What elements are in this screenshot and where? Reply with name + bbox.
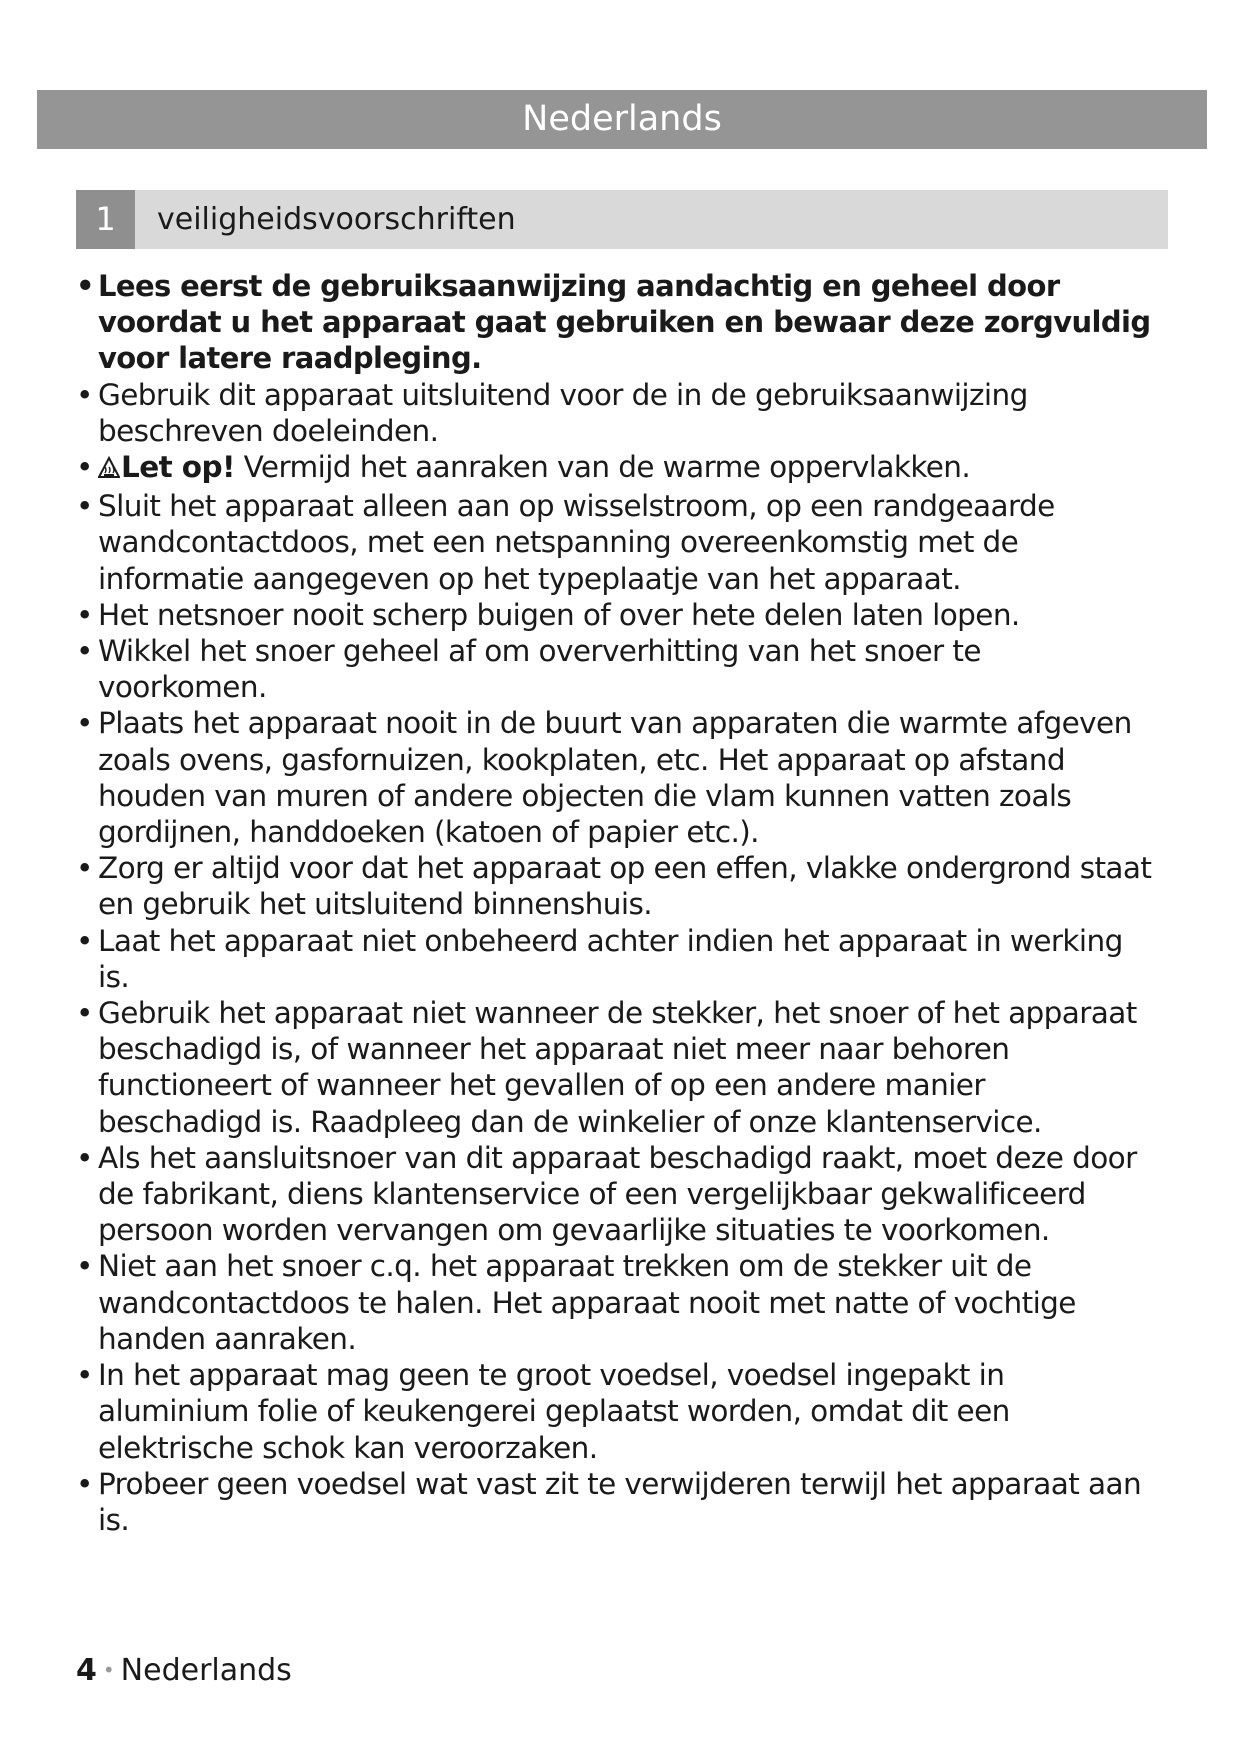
list-item-text: Gebruik het apparaat niet wanneer de stekker, het snoer of het apparaat beschadigd is, of wanneer het apparaat niet meer naar behoren functioneert of wanneer het gevallen of op een andere manier beschadigd is. Raadpleeg dan de winkelier of onze klantenservice. <box>98 996 1137 1139</box>
page-footer <box>76 1652 292 1689</box>
list-item <box>76 1140 1156 1249</box>
list-item <box>76 1466 1156 1538</box>
list-item <box>76 268 1156 377</box>
list-item-text: Sluit het apparaat alleen aan op wisselstroom, op een randgeaarde wandcontactdoos, met een netspanning overeenkomstig met de informatie aangegeven op het typeplaatje van het apparaat. <box>98 489 1055 596</box>
list-item-text: Laat het apparaat niet onbeheerd achter indien het apparaat in werking is. <box>98 923 1123 994</box>
list-item-text: Probeer geen voedsel wat vast zit te verwijderen terwijl het apparaat aan is. <box>98 1466 1142 1537</box>
list-item-text: Het netsnoer nooit scherp buigen of over hete delen laten lopen. <box>98 597 1020 632</box>
warning-label: Let op! <box>121 450 235 485</box>
list-item-text: Lees eerst de gebruiksaanwijzing aandachtig en geheel door voordat u het apparaat gaat gebruiken en bewaar deze zorgvuldig voor latere raadpleging. <box>98 269 1151 376</box>
language-header <box>37 90 1207 149</box>
section-heading-bar <box>76 190 1168 249</box>
list-item <box>76 449 1156 488</box>
bullet-icon: • <box>76 1249 93 1284</box>
bullet-icon: • <box>76 634 93 669</box>
list-item <box>76 1248 1156 1357</box>
bullet-icon: • <box>76 377 93 412</box>
list-item <box>76 597 1156 633</box>
list-item <box>76 850 1156 922</box>
bullet-icon: • <box>76 1358 93 1393</box>
list-item <box>76 995 1156 1140</box>
list-item-text: Gebruik dit apparaat uitsluitend voor de in de gebruiksaanwijzing beschreven doeleinden. <box>98 377 1028 448</box>
safety-instructions-list <box>76 268 1156 1538</box>
bullet-icon: • <box>76 450 93 485</box>
list-item-text: Wikkel het snoer geheel af om oververhitting van het snoer te voorkomen. <box>98 634 981 705</box>
bullet-icon: • <box>76 1466 93 1501</box>
list-item <box>76 377 1156 449</box>
list-item <box>76 705 1156 850</box>
section-title: veiligheidsvoorschriften <box>157 202 516 237</box>
list-item <box>76 488 1156 597</box>
bullet-icon: • <box>76 996 93 1031</box>
bullet-icon: • <box>76 706 93 741</box>
hot-surface-warning-icon <box>98 452 120 488</box>
language-header-label: Nederlands <box>522 99 722 139</box>
list-item-text: In het apparaat mag geen te groot voedsel, voedsel ingepakt in aluminium folie of keukengerei geplaatst worden, omdat dit een elektrische schok kan veroorzaken. <box>98 1358 1010 1465</box>
list-item <box>76 923 1156 995</box>
page-number: 4 <box>76 1653 97 1688</box>
list-item-text: Zorg er altijd voor dat het apparaat op een effen, vlakke ondergrond staat en gebruik het uitsluitend binnenshuis. <box>98 851 1152 922</box>
bullet-icon: • <box>76 489 93 524</box>
list-item-text: Niet aan het snoer c.q. het apparaat trekken om de stekker uit de wandcontactdoos te halen. Het apparaat nooit met natte of vochtige handen aanraken. <box>98 1249 1076 1356</box>
section-number: 1 <box>76 190 135 249</box>
bullet-icon: • <box>76 597 93 632</box>
footer-language: Nederlands <box>120 1653 292 1688</box>
bullet-icon: • <box>76 1140 93 1175</box>
list-item <box>76 1357 1156 1466</box>
footer-separator: • <box>102 1658 115 1682</box>
list-item-text: Als het aansluitsnoer van dit apparaat beschadigd raakt, moet deze door de fabrikant, diens klantenservice of een vergelijkbaar gekwalificeerd persoon worden vervangen om gevaarlijke situaties te voorkomen. <box>98 1140 1137 1248</box>
bullet-icon: • <box>76 269 94 303</box>
bullet-icon: • <box>76 923 93 958</box>
list-item-text: Vermijd het aanraken van de warme oppervlakken. <box>243 450 971 485</box>
list-item-text: Plaats het apparaat nooit in de buurt van apparaten die warmte afgeven zoals ovens, gasfornuizen, kookplaten, etc. Het apparaat op afstand houden van muren of andere objecten die vlam kunnen vatten zoals gordijnen, handdoeken (katoen of papier etc.). <box>98 706 1132 850</box>
list-item <box>76 633 1156 705</box>
bullet-icon: • <box>76 851 93 886</box>
